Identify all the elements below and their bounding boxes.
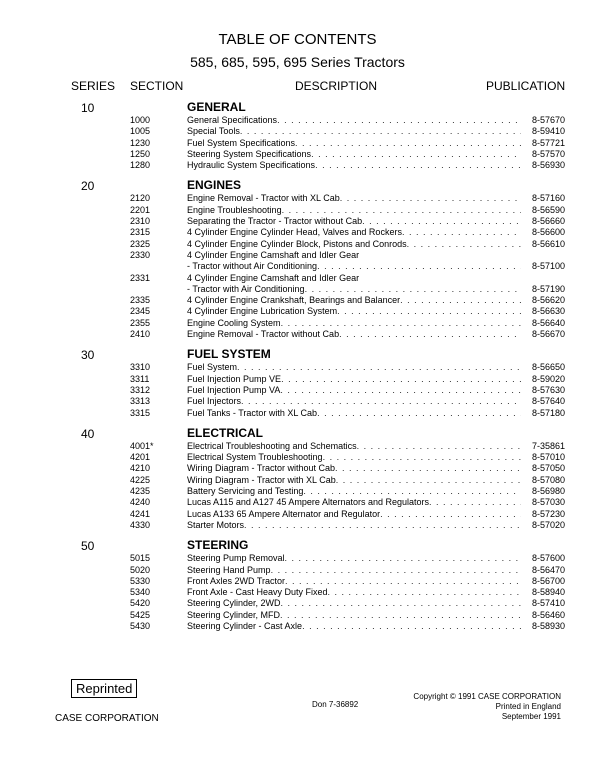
description-cell xyxy=(187,362,521,373)
description-cell xyxy=(187,621,521,632)
publication-number: 8-56590 xyxy=(531,204,565,215)
dot-leader xyxy=(402,227,521,238)
section-number: 5330 xyxy=(130,575,151,586)
dot-leader xyxy=(285,553,521,564)
footer-right xyxy=(413,692,561,722)
description-text: Fuel Injection Pump VE xyxy=(187,373,282,384)
description-cell xyxy=(187,160,521,171)
toc-row xyxy=(0,193,595,204)
description-cell xyxy=(187,576,521,587)
description-text: Engine Removal - Tractor without Cab xyxy=(187,329,340,340)
description-text: 4 Cylinder Engine Crankshaft, Bearings and Balancer xyxy=(187,295,401,306)
group-heading: ENGINES xyxy=(187,178,242,193)
publication-number: 8-56700 xyxy=(531,575,565,586)
toc-row xyxy=(0,610,595,621)
description-text: Starter Motors xyxy=(187,519,245,530)
print-date: September 1991 xyxy=(501,712,561,721)
toc-row xyxy=(0,463,595,474)
toc-row xyxy=(0,475,595,486)
dot-leader xyxy=(280,385,521,396)
description-cell xyxy=(187,193,521,204)
section-number: 1230 xyxy=(130,137,151,148)
toc-row xyxy=(0,205,595,216)
description-text: Engine Removal - Tractor with XL Cab xyxy=(187,193,340,204)
dot-leader xyxy=(336,475,521,486)
toc-row xyxy=(0,486,595,497)
toc-row xyxy=(0,497,595,508)
description-text: Fuel System xyxy=(187,362,238,373)
description-cell xyxy=(187,587,521,598)
dot-leader xyxy=(335,463,521,474)
description-cell xyxy=(187,486,521,497)
description-cell xyxy=(187,261,521,272)
description-cell xyxy=(187,115,521,126)
dot-leader xyxy=(357,441,521,452)
dot-leader xyxy=(317,408,521,419)
toc-row xyxy=(0,362,595,373)
description-cell xyxy=(187,553,521,564)
section-number: 2201 xyxy=(130,204,151,215)
dot-leader xyxy=(282,205,521,216)
section-number: 1280 xyxy=(130,160,151,171)
section-number: 3311 xyxy=(130,373,150,384)
dot-leader xyxy=(240,126,521,137)
dot-leader xyxy=(339,329,521,340)
publication-number: 8-57410 xyxy=(531,598,565,609)
description-text: Steering Hand Pump xyxy=(187,564,271,575)
toc-row xyxy=(0,509,595,520)
series-group xyxy=(0,347,595,418)
publication-number: 8-56620 xyxy=(531,295,565,306)
description-text: Electrical Troubleshooting and Schematics xyxy=(187,440,357,451)
description-cell xyxy=(187,374,521,385)
publication-number: 8-56460 xyxy=(531,609,565,620)
description-text: 4 Cylinder Engine Cylinder Head, Valves and Rockers xyxy=(187,227,402,238)
publication-number: 8-57010 xyxy=(531,452,565,463)
toc-row xyxy=(0,115,595,126)
description-cell xyxy=(187,565,521,576)
toc-row xyxy=(0,621,595,632)
description-cell xyxy=(187,408,521,419)
section-number: 4201 xyxy=(130,452,151,463)
toc-row xyxy=(0,565,595,576)
description-cell xyxy=(187,610,521,621)
description-cell xyxy=(187,475,521,486)
document-number: Don 7-36892 xyxy=(312,700,359,709)
description-cell xyxy=(187,598,521,609)
section-number: 3315 xyxy=(130,407,151,418)
publication-number: 8-57020 xyxy=(531,519,565,530)
toc-row xyxy=(0,598,595,609)
publication-number: 8-58930 xyxy=(531,620,565,631)
description-text: Steering Cylinder, MFD xyxy=(187,609,281,620)
description-text: Wiring Diagram - Tractor with XL Cab xyxy=(187,474,336,485)
description-text: Battery Servicing and Testing xyxy=(187,486,304,497)
dot-leader xyxy=(302,621,521,632)
dot-leader xyxy=(281,598,521,609)
section-number: 5020 xyxy=(130,564,151,575)
description-text: 4 Cylinder Engine Camshaft and Idler Gear xyxy=(187,272,360,283)
reprinted-stamp: Reprinted xyxy=(71,679,137,698)
description-text: Electrical System Troubleshooting xyxy=(187,452,323,463)
description-text: Lucas A133 65 Ampere Alternator and Regulator xyxy=(187,508,381,519)
series-group xyxy=(0,100,595,171)
toc-row xyxy=(0,452,595,463)
publication-number: 8-56600 xyxy=(531,227,565,238)
description-text: Engine Cooling System xyxy=(187,317,281,328)
dot-leader xyxy=(315,160,521,171)
description-cell xyxy=(187,273,521,284)
publication-number: 8-57600 xyxy=(531,553,565,564)
toc-row xyxy=(0,318,595,329)
publication-number: 8-59410 xyxy=(531,126,565,137)
publication-number: 8-56670 xyxy=(531,329,565,340)
description-cell xyxy=(187,138,521,149)
section-number: 2355 xyxy=(130,317,151,328)
publication-number: 8-56650 xyxy=(531,362,565,373)
toc-row xyxy=(0,250,595,261)
section-number: 4241 xyxy=(130,508,151,519)
series-number: 20 xyxy=(81,179,95,194)
description-cell xyxy=(187,227,521,238)
section-number: 5425 xyxy=(130,609,151,620)
section-number: 2315 xyxy=(130,227,151,238)
dot-leader xyxy=(362,216,521,227)
description-cell xyxy=(187,463,521,474)
dot-leader xyxy=(281,318,521,329)
publication-number: 8-57670 xyxy=(531,115,565,125)
description-cell xyxy=(187,126,521,137)
company-name: CASE CORPORATION xyxy=(55,713,159,724)
toc-row xyxy=(0,227,595,238)
toc-row xyxy=(0,273,595,284)
page-title: TABLE OF CONTENTS xyxy=(218,31,377,48)
section-number: 4210 xyxy=(130,463,151,474)
description-cell xyxy=(187,520,521,531)
description-text: - Tractor without Air Conditioning xyxy=(187,261,318,272)
description-text: Front Axles 2WD Tractor xyxy=(187,575,286,586)
series-group xyxy=(0,538,595,632)
dot-leader xyxy=(281,374,521,385)
publication-number: 7-35861 xyxy=(531,440,565,451)
toc-row xyxy=(0,126,595,137)
toc-row xyxy=(0,408,595,419)
toc-row xyxy=(0,284,595,295)
publication-number: 8-57050 xyxy=(531,463,565,474)
description-text: 4 Cylinder Engine Cylinder Block, Pistons and Conrods xyxy=(187,238,407,249)
column-header-section: SECTION xyxy=(130,79,184,93)
publication-number xyxy=(521,273,565,284)
toc-row xyxy=(0,261,595,272)
description-cell xyxy=(187,250,521,261)
section-number: 2120 xyxy=(130,193,151,204)
series-number: 50 xyxy=(81,539,95,554)
dot-leader xyxy=(407,239,521,250)
description-cell xyxy=(187,497,521,508)
description-text: Steering Pump Removal xyxy=(187,553,285,564)
column-header-series: SERIES xyxy=(71,79,116,93)
toc-row xyxy=(0,374,595,385)
publication-number: 8-57640 xyxy=(531,396,565,407)
description-cell xyxy=(187,509,521,520)
toc-row xyxy=(0,138,595,149)
dot-leader xyxy=(241,396,521,407)
publication-number: 8-56610 xyxy=(531,238,565,249)
publication-number: 8-57160 xyxy=(531,193,565,204)
publication-number: 8-57100 xyxy=(531,261,565,272)
section-number: 5430 xyxy=(130,620,151,631)
section-number: 1000 xyxy=(130,115,151,125)
series-number: 10 xyxy=(81,101,95,115)
copyright: Copyright © 1991 CASE CORPORATION xyxy=(413,692,561,701)
column-header-publication: PUBLICATION xyxy=(486,79,566,93)
publication-number: 8-59020 xyxy=(531,373,565,384)
description-text: 4 Cylinder Engine Camshaft and Idler Gear xyxy=(187,249,360,260)
section-number xyxy=(130,261,187,272)
section-number: 2335 xyxy=(130,295,151,306)
description-text: Steering Cylinder - Cast Axle xyxy=(187,620,303,631)
dot-leader xyxy=(271,565,521,576)
toc-row xyxy=(0,441,595,452)
publication-number: 8-57180 xyxy=(531,407,565,418)
description-cell xyxy=(187,441,521,452)
description-text: Steering System Specifications xyxy=(187,148,312,159)
section-number: 5420 xyxy=(130,598,151,609)
toc-row xyxy=(0,553,595,564)
section-number: 4330 xyxy=(130,519,151,530)
toc-row xyxy=(0,576,595,587)
section-number: 5340 xyxy=(130,587,151,598)
dot-leader xyxy=(340,193,521,204)
dot-leader xyxy=(285,576,521,587)
publication-number: 8-56930 xyxy=(531,160,565,171)
description-cell xyxy=(187,385,521,396)
description-cell xyxy=(187,295,521,306)
section-number: 2410 xyxy=(130,329,151,340)
publication-number: 8-57230 xyxy=(531,508,565,519)
publication-number: 8-58940 xyxy=(531,587,565,598)
toc-row xyxy=(0,329,595,340)
description-text: Engine Troubleshooting xyxy=(187,204,282,215)
section-number: 1250 xyxy=(130,148,151,159)
description-text: Front Axle - Cast Heavy Duty Fixed xyxy=(187,587,328,598)
series-group xyxy=(0,178,595,340)
description-text: Fuel Tanks - Tractor with XL Cab xyxy=(187,407,318,418)
dot-leader xyxy=(317,261,521,272)
dot-leader xyxy=(337,306,521,317)
section-number: 3313 xyxy=(130,396,151,407)
description-text: - Tractor with Air Conditioning xyxy=(187,283,305,294)
group-heading: FUEL SYSTEM xyxy=(187,347,271,362)
description-cell xyxy=(187,216,521,227)
series-number: 30 xyxy=(81,348,95,363)
series-group xyxy=(0,426,595,531)
description-cell xyxy=(187,396,521,407)
description-text: Fuel System Specifications xyxy=(187,137,296,148)
section-number: 4001* xyxy=(130,440,154,451)
section-number: 1005 xyxy=(130,126,151,137)
section-number: 4225 xyxy=(130,474,151,485)
description-cell xyxy=(187,149,521,160)
dot-leader xyxy=(295,138,521,149)
publication-number: 8-56470 xyxy=(531,564,565,575)
dot-leader xyxy=(429,497,521,508)
section-number: 4240 xyxy=(130,497,151,508)
toc-row xyxy=(0,216,595,227)
section-number: 2331 xyxy=(130,272,151,283)
publication-number: 8-57630 xyxy=(531,384,565,395)
toc-row xyxy=(0,385,595,396)
description-text: General Specifications xyxy=(187,115,278,125)
toc-row xyxy=(0,160,595,171)
publication-number xyxy=(521,250,565,261)
section-number: 2325 xyxy=(130,238,151,249)
publication-number: 8-57721 xyxy=(531,137,565,148)
description-cell xyxy=(187,284,521,295)
group-heading: ELECTRICAL xyxy=(187,425,263,440)
section-number: 3312 xyxy=(130,384,151,395)
dot-leader xyxy=(277,115,521,126)
publication-number: 8-57030 xyxy=(531,497,565,508)
publication-number: 8-57080 xyxy=(531,474,565,485)
contents-list xyxy=(0,100,595,639)
dot-leader xyxy=(303,486,521,497)
description-text: Special Tools xyxy=(187,126,240,137)
description-cell xyxy=(187,318,521,329)
section-number: 4235 xyxy=(130,486,151,497)
section-number: 2330 xyxy=(130,249,151,260)
toc-row xyxy=(0,396,595,407)
publication-number: 8-57190 xyxy=(531,283,565,294)
dot-leader xyxy=(328,587,521,598)
description-text: Hydraulic System Specifications xyxy=(187,160,316,171)
description-text: Lucas A115 and A127 45 Ampere Alternators and Regulators xyxy=(187,497,430,508)
dot-leader xyxy=(305,284,521,295)
dot-leader xyxy=(244,520,521,531)
toc-row xyxy=(0,149,595,160)
group-heading: STEERING xyxy=(187,538,249,553)
dot-leader xyxy=(380,509,521,520)
publication-number: 8-56980 xyxy=(531,486,565,497)
publication-number: 8-56630 xyxy=(531,306,565,317)
toc-row xyxy=(0,587,595,598)
description-text: Steering Cylinder, 2WD xyxy=(187,598,281,609)
series-number: 40 xyxy=(81,426,95,441)
page-subtitle: 585, 685, 595, 695 Series Tractors xyxy=(190,54,405,70)
toc-row xyxy=(0,295,595,306)
publication-number: 8-56640 xyxy=(531,317,565,328)
description-text: Fuel Injectors xyxy=(187,396,242,407)
toc-row xyxy=(0,520,595,531)
toc-row xyxy=(0,306,595,317)
section-number: 5015 xyxy=(130,553,151,564)
description-cell xyxy=(187,205,521,216)
section-number: 3310 xyxy=(130,362,151,373)
group-heading: GENERAL xyxy=(187,100,246,114)
section-number: 2310 xyxy=(130,216,151,227)
description-text: Wiring Diagram - Tractor without Cab xyxy=(187,463,336,474)
toc-row xyxy=(0,239,595,250)
description-text: 4 Cylinder Engine Lubrication System xyxy=(187,306,338,317)
description-cell xyxy=(187,239,521,250)
publication-number: 8-56660 xyxy=(531,216,565,227)
description-cell xyxy=(187,329,521,340)
section-number: 2345 xyxy=(130,306,151,317)
description-cell xyxy=(187,306,521,317)
publication-number: 8-57570 xyxy=(531,148,565,159)
dot-leader xyxy=(237,362,521,373)
dot-leader xyxy=(280,610,521,621)
dot-leader xyxy=(311,149,521,160)
description-text: Fuel Injection Pump VA xyxy=(187,384,281,395)
description-text: Separating the Tractor - Tractor without Cab xyxy=(187,216,363,227)
description-cell xyxy=(187,452,521,463)
printed-in: Printed in England xyxy=(495,702,561,711)
dot-leader xyxy=(400,295,521,306)
dot-leader xyxy=(323,452,521,463)
section-number xyxy=(130,284,187,295)
column-header-description: DESCRIPTION xyxy=(295,79,378,93)
